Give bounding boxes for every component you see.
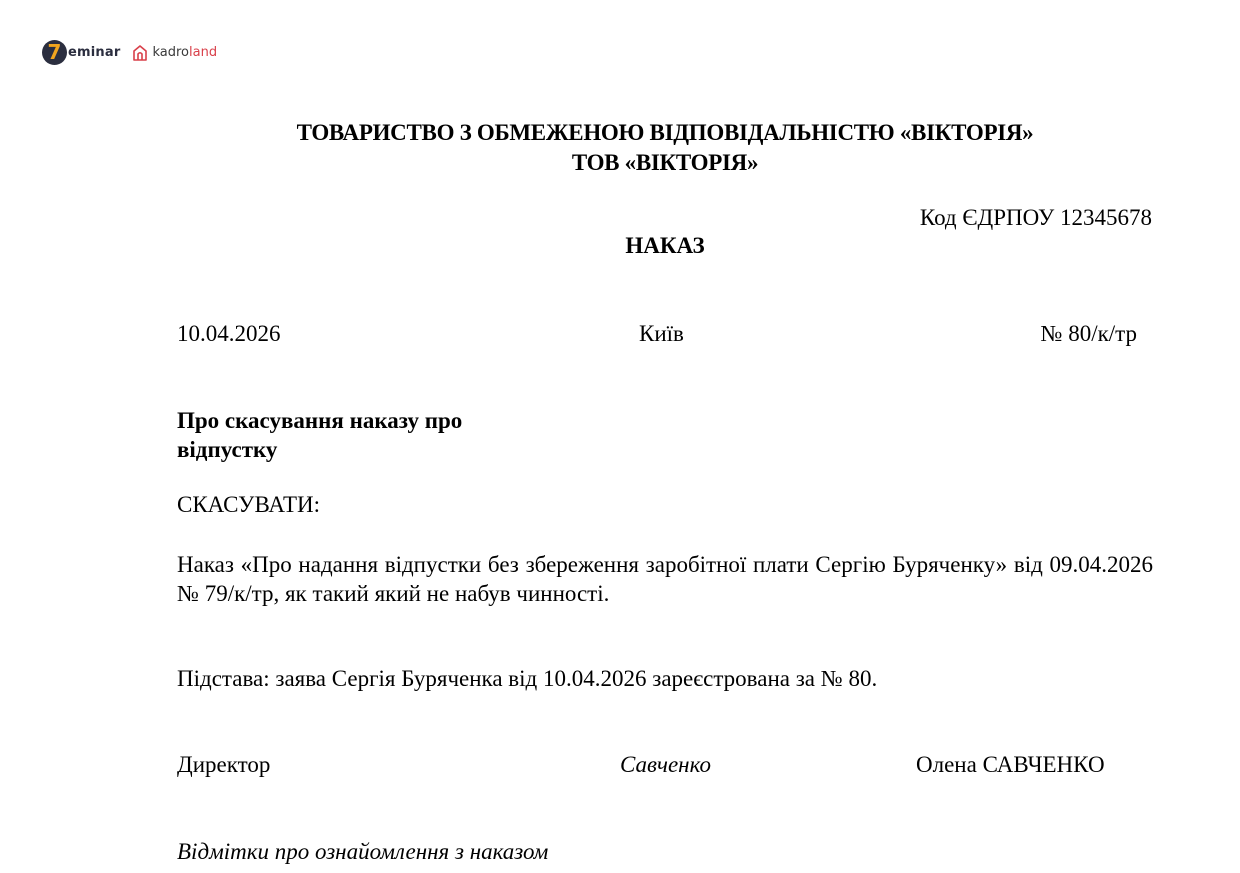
kadroland-text-accent: land — [189, 45, 218, 60]
order-date: 10.04.2026 — [177, 321, 281, 346]
order-meta-row — [177, 321, 1137, 351]
order-city: Київ — [639, 321, 684, 346]
document-type-title: НАКАЗ — [625, 233, 705, 258]
signatory-name: Олена САВЧЕНКО — [916, 752, 1105, 777]
company-full-name: ТОВАРИСТВО З ОБМЕЖЕНОЮ ВІДПОВІДАЛЬНІСТЮ «ВІКТОРІЯ» — [296, 120, 1034, 145]
order-basis: Підстава: заява Сергія Буряченка від 10.04.2026 зареєстрована за № 80. — [177, 666, 878, 691]
seminar-logo — [42, 40, 120, 65]
acknowledgement-heading: Відмітки про ознайомлення з наказом — [177, 839, 549, 864]
order-subject-line-1: Про скасування наказу про — [177, 408, 463, 433]
signatory-position: Директор — [177, 752, 271, 777]
company-short-name: ТОВ «ВІКТОРІЯ» — [571, 150, 759, 175]
house-icon — [132, 44, 148, 62]
signatory-signature: Савченко — [620, 752, 711, 777]
company-header — [0, 118, 1240, 178]
order-body-paragraph: Наказ «Про надання відпустки без збереження заробітної плати Сергію Буряченку» від 09.04.2026 № 79/к/тр, як такий який не набув чинності. — [177, 552, 1153, 606]
seminar-logo-text: eminar — [68, 45, 121, 60]
kadroland-logo — [132, 44, 217, 62]
order-number: № 80/к/тр — [1040, 321, 1137, 346]
order-subject-line-2: відпустку — [177, 437, 278, 462]
signature-row — [177, 752, 1137, 782]
order-subject — [177, 406, 537, 464]
brand-logos — [42, 40, 217, 65]
edrpou-code: Код ЄДРПОУ 12345678 — [919, 205, 1152, 230]
order-directive: СКАСУВАТИ: — [177, 492, 320, 517]
kadroland-logo-text — [152, 45, 217, 60]
seven-badge-icon: 7 — [42, 40, 67, 65]
kadroland-text-main: kadro — [152, 45, 189, 60]
